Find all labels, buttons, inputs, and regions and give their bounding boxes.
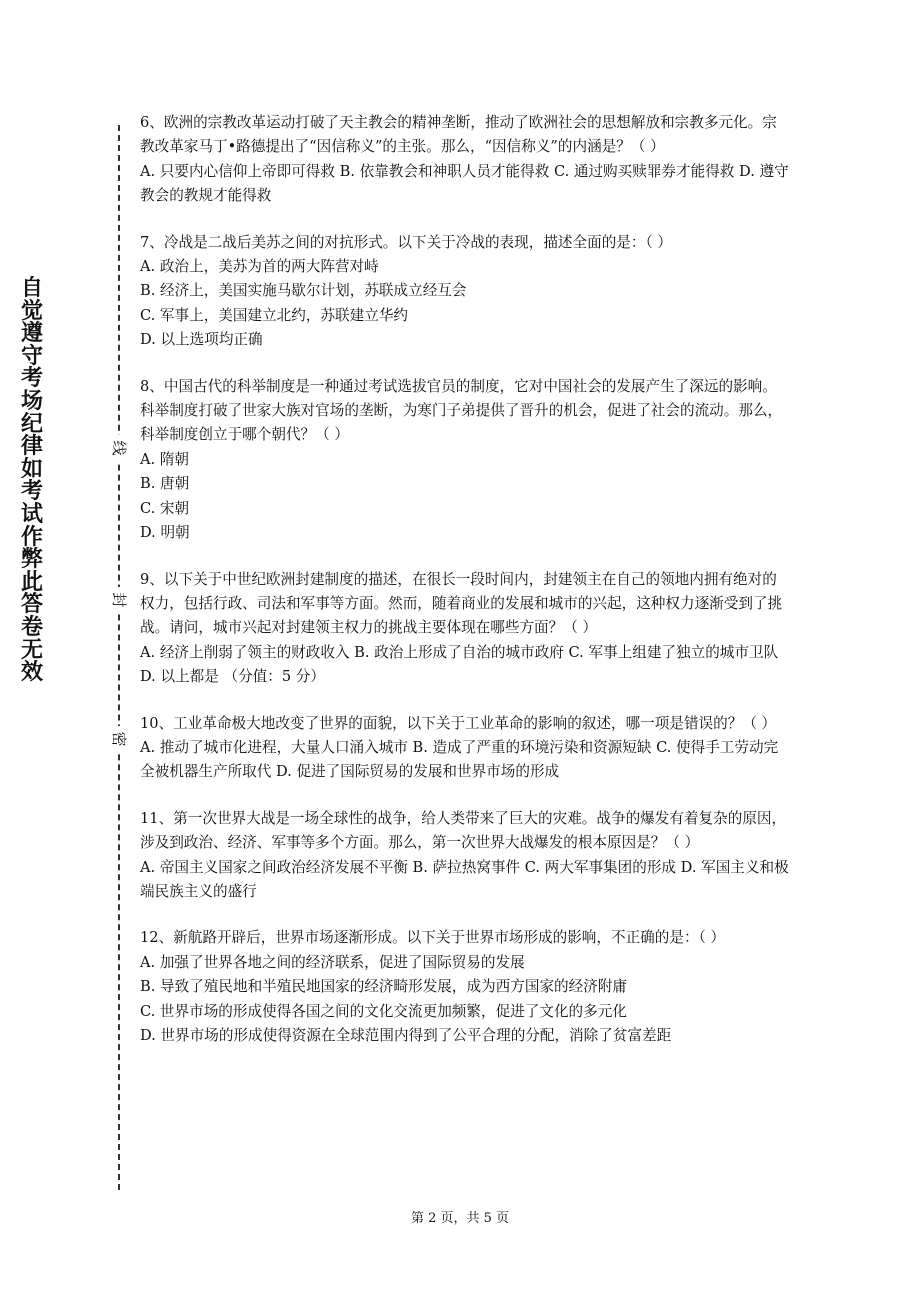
question-stem: 9、以下关于中世纪欧洲封建制度的描述，在很长一段时间内，封建领主在自己的领地内拥有绝对的权力，包括行政、司法和军事等方面。然而，随着商业的发展和城市的兴起，这种权力逐渐受到了挑战。请问，城市兴起对封建领主权力的挑战主要体现在哪些方面？（ ） <box>140 570 783 637</box>
question-options: A. 只要内心信仰上帝即可得救 B. 依靠教会和神职人员才能得救 C. 通过购买赎罪券才能得救 D. 遵守教会的教规才能得救 <box>140 162 789 205</box>
question-6 <box>140 111 790 209</box>
option-b: B. 经济上，美国实施马歇尔计划，苏联成立经互会 <box>140 282 467 300</box>
option-a: A. 加强了世界各地之间的经济联系，促进了国际贸易的发展 <box>140 953 525 971</box>
option-d: D. 以上选项均正确 <box>140 331 263 349</box>
question-8 <box>140 375 790 546</box>
option-d: D. 明朝 <box>140 524 190 542</box>
question-stem: 10、工业革命极大地改变了世界的面貌，以下关于工业革命的影响的叙述，哪一项是错误的？（ ） <box>140 714 777 732</box>
question-11 <box>140 807 790 905</box>
option-b: B. 导致了殖民地和半殖民地国家的经济畸形发展，成为西方国家的经济附庸 <box>140 978 628 996</box>
question-options: A. 推动了城市化进程，大量人口涌入城市 B. 造成了严重的环境污染和资源短缺 C. 使得手工劳动完全被机器生产所取代 D. 促进了国际贸易的发展和世界市场的形成 <box>140 738 779 781</box>
discipline-warning: 自觉遵守考场纪律如考试作弊此答卷无效 <box>20 276 43 686</box>
option-a: A. 隋朝 <box>140 450 190 468</box>
question-stem: 6、欧洲的宗教改革运动打破了天主教会的精神垄断，推动了欧洲社会的思想解放和宗教多元化。宗教改革家马丁•路德提出了“因信称义”的主张。那么，“因信称义”的内涵是？（ ） <box>140 114 777 156</box>
binding-dashed-line <box>118 125 120 1190</box>
option-c: C. 世界市场的形成使得各国之间的文化交流更加频繁，促进了文化的多元化 <box>140 1002 627 1020</box>
question-options: A. 经济上削弱了领主的财政收入 B. 政治上形成了自治的城市政府 C. 军事上组建了独立的城市卫队 D. 以上都是 （分值：5 分） <box>140 643 779 686</box>
question-10 <box>140 712 790 785</box>
page-number: 第 2 页，共 5 页 <box>410 1211 510 1226</box>
question-9 <box>140 568 790 690</box>
question-7 <box>140 231 790 353</box>
binding-mark-xian: 线 <box>108 435 130 461</box>
option-d: D. 世界市场的形成使得资源在全球范围内得到了公平合理的分配，消除了贫富差距 <box>140 1027 672 1044</box>
binding-mark-mi: 密 <box>108 726 130 752</box>
option-c: C. 宋朝 <box>140 499 190 517</box>
option-c: C. 军事上，美国建立北约，苏联建立华约 <box>140 306 409 324</box>
binding-mark-feng: 封 <box>108 587 130 613</box>
question-stem: 7、冷战是二战后美苏之间的对抗形式。以下关于冷战的表现，描述全面的是：（ ） <box>140 233 673 251</box>
question-stem: 8、中国古代的科举制度是一种通过考试选拔官员的制度，它对中国社会的发展产生了深远的影响。科举制度打破了世家大族对官场的垄断，为寒门子弟提供了晋升的机会，促进了社会的流动。那么，科举制度创立于哪个朝代？（ ） <box>140 377 783 444</box>
question-stem: 12、新航路开辟后，世界市场逐渐形成。以下关于世界市场形成的影响，不正确的是：（ ） <box>140 929 726 947</box>
option-b: B. 唐朝 <box>140 475 190 493</box>
question-stem: 11、第一次世界大战是一场全球性的战争，给人类带来了巨大的灾难。战争的爆发有着复杂的原因，涉及到政治、经济、军事等多个方面。那么，第一次世界大战爆发的根本原因是？（ ） <box>140 809 787 852</box>
question-12 <box>140 926 790 1048</box>
question-list <box>140 111 790 1070</box>
option-a: A. 政治上，美苏为首的两大阵营对峙 <box>140 258 379 276</box>
question-options: A. 帝国主义国家之间政治经济发展不平衡 B. 萨拉热窝事件 C. 两大军事集团的形成 D. 军国主义和极端民族主义的盛行 <box>140 858 789 900</box>
